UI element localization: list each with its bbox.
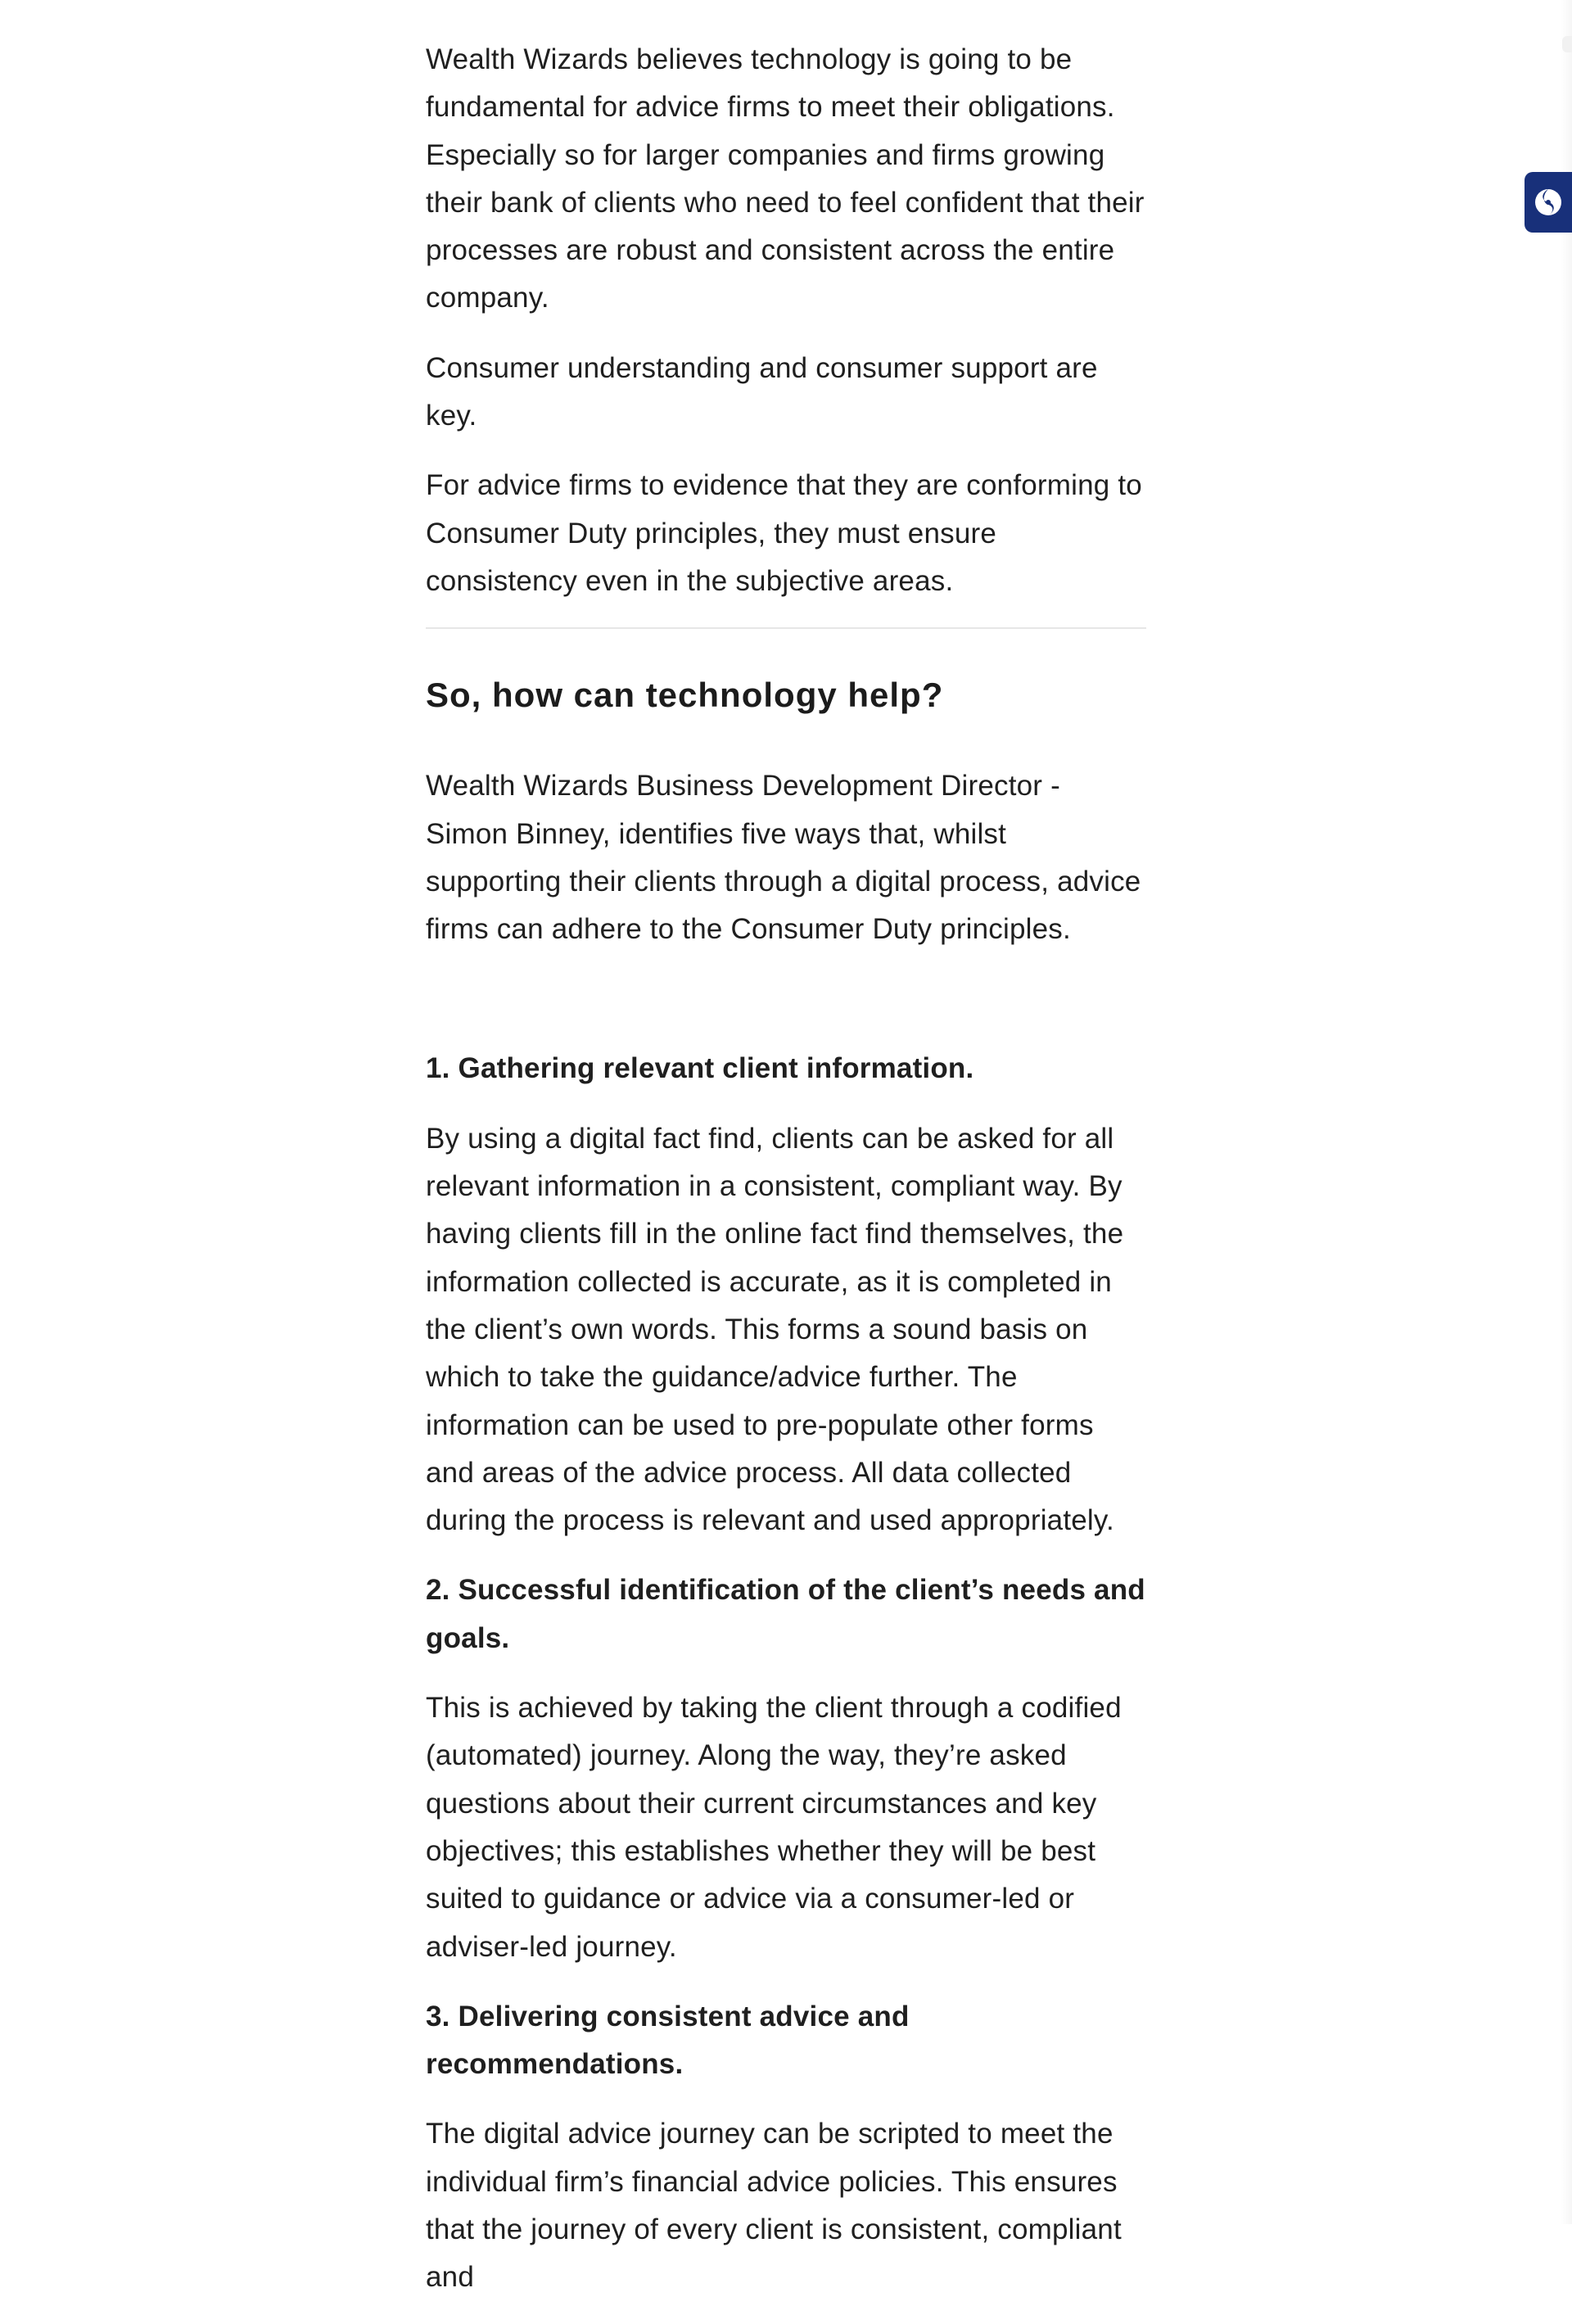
- article-body: [426, 36, 1146, 2324]
- paragraph-key-point: Consumer understanding and consumer support are key.: [426, 351, 1098, 432]
- list-heading-3: 3. Delivering consistent advice and recommendations.: [426, 2000, 910, 2081]
- section-heading: So, how can technology help?: [426, 676, 944, 715]
- list-body-3: The digital advice journey can be scripted to meet the individual firm’s financial advice policies. This ensures that the journey of every client is consistent, compliant and: [426, 2118, 1122, 2294]
- scrollbar-track[interactable]: [1561, 0, 1572, 2224]
- list-heading-2: 2. Successful identification of the client’s needs and goals.: [426, 1574, 1145, 1654]
- list-body-1: By using a digital fact find, clients can be asked for all relevant information in a consistent, compliant way. By having clients fill in the online fact find themselves, the information collected is accurate, as it is completed in the client’s own words. This forms a sound basis on which to take the guidance/advice further. The information can be used to pre-populate other forms and areas of the advice process. All data collected during the process is relevant and used appropriately.: [426, 1122, 1124, 1537]
- s-logo-icon: [1533, 187, 1564, 218]
- list-heading-1: 1. Gathering relevant client information.: [426, 1052, 974, 1085]
- empty-spacer: [426, 975, 1146, 1045]
- scrollbar-thumb[interactable]: [1562, 36, 1572, 52]
- list-body-2: This is achieved by taking the client through a codified (automated) journey. Along the way, they’re asked questions about their current circumstances and key objectives; this establishes whether they will be best suited to guidance or advice via a consumer-led or adviser-led journey.: [426, 1692, 1122, 1963]
- floating-widget-button[interactable]: [1525, 172, 1572, 233]
- paragraph-consistency: For advice firms to evidence that they are conforming to Consumer Duty principles, they must ensure consistency even in the subjective areas.: [426, 469, 1142, 597]
- paragraph-five-ways: Wealth Wizards Business Development Director - Simon Binney, identifies five ways that, whilst supporting their clients through a digital process, advice firms can adhere to the Consumer Duty principles.: [426, 770, 1141, 946]
- section-divider: [426, 627, 1146, 629]
- paragraph-intro: Wealth Wizards believes technology is going to be fundamental for advice firms to meet their obligations. Especially so for larger companies and firms growing their bank of clients who need to feel confident that their processes are robust and consistent across the entire company.: [426, 43, 1145, 314]
